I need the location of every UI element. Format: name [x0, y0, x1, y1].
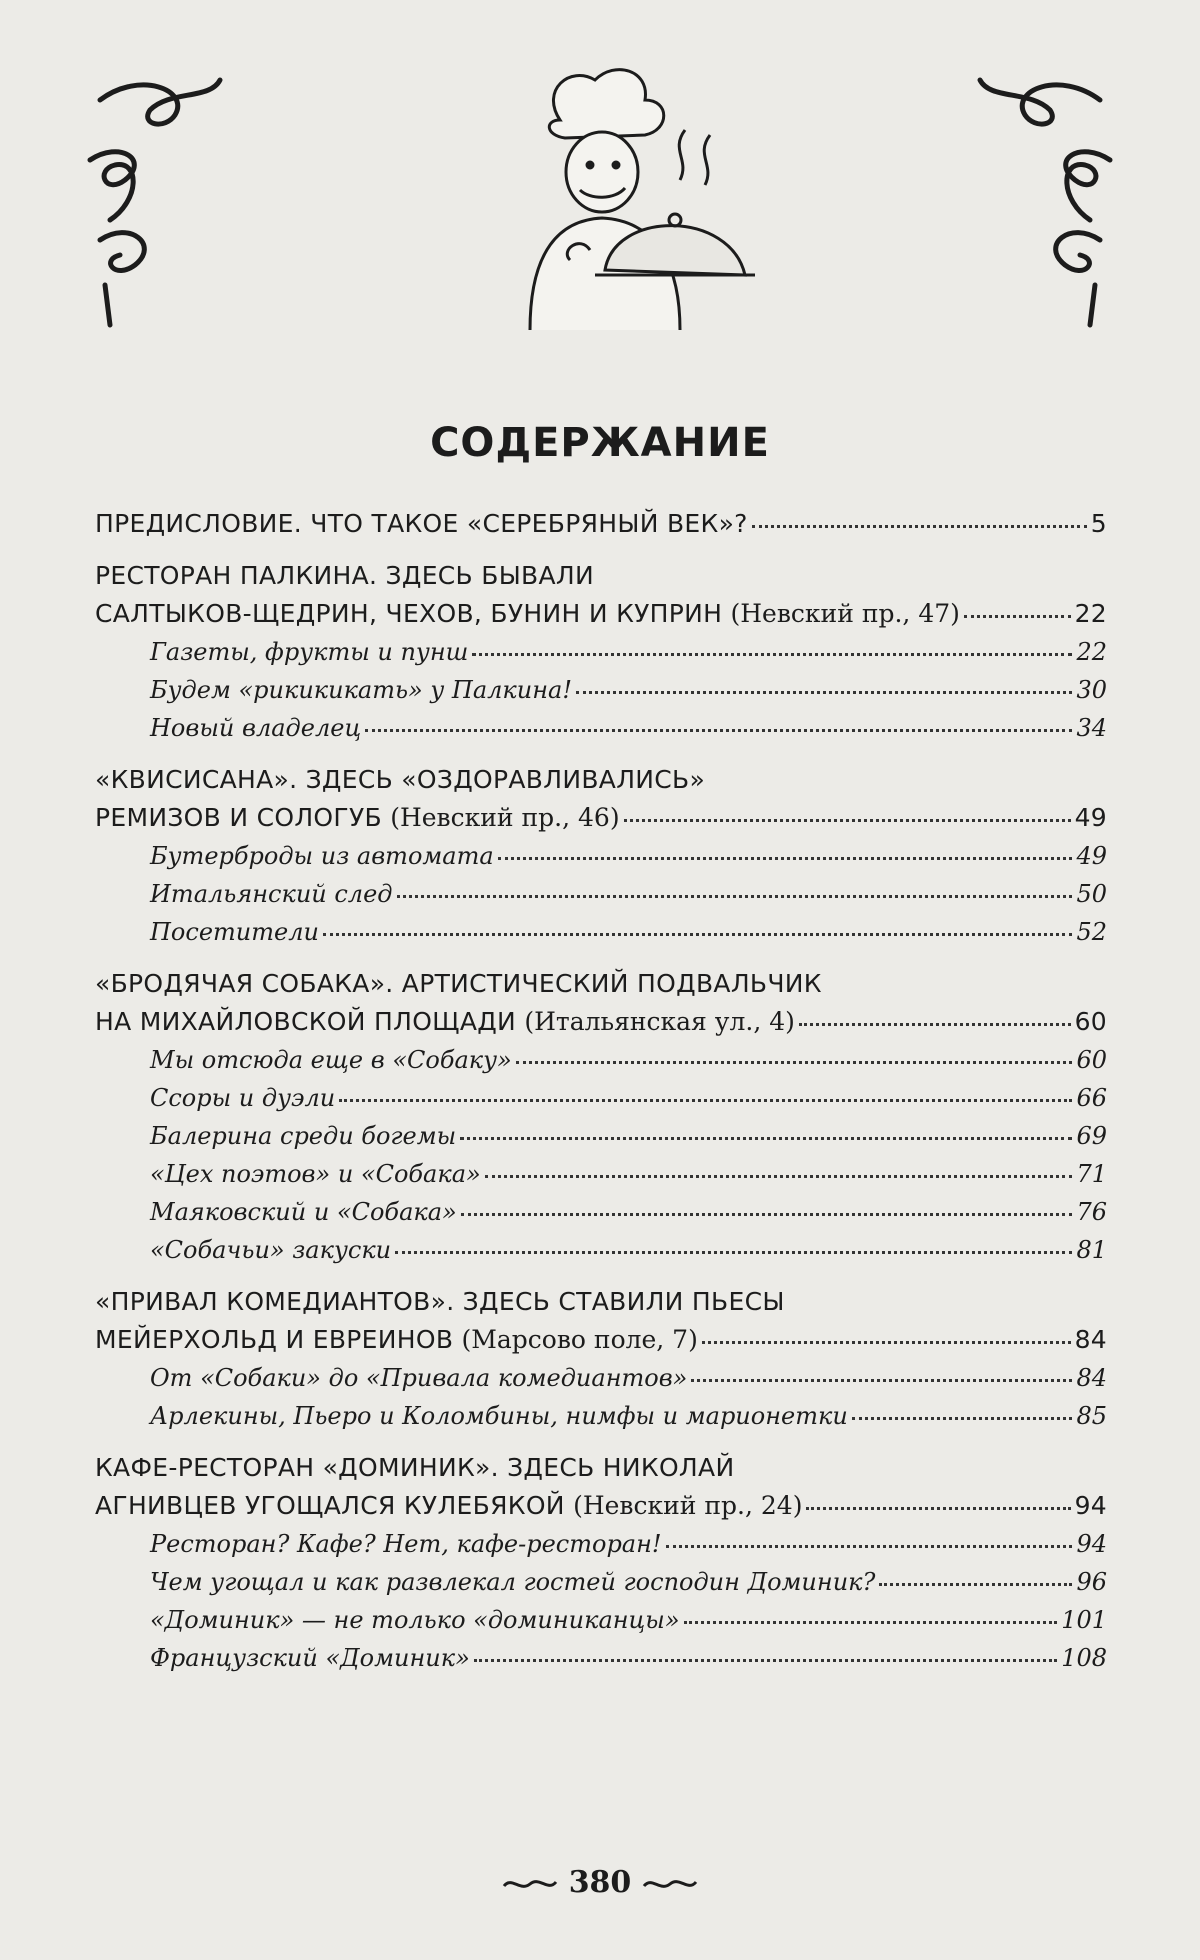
toc-chapter: [95, 1449, 1107, 1677]
toc-page-number: 52: [1076, 918, 1107, 946]
dot-leader: [879, 1583, 1072, 1586]
dot-leader: [684, 1621, 1058, 1624]
toc-subsection[interactable]: [95, 837, 1107, 875]
toc-subsection-title: Французский «Доминик»: [150, 1644, 470, 1672]
toc-subsection-title: «Собачьи» закуски: [150, 1236, 392, 1264]
toc-chapter-title-text: РЕМИЗОВ И СОЛОГУБ: [95, 803, 382, 832]
page-footer: [0, 1865, 1200, 1900]
toc-subsection[interactable]: [95, 1231, 1107, 1269]
toc-preface-title: ПРЕДИСЛОВИЕ. ЧТО ТАКОЕ «СЕРЕБРЯНЫЙ ВЕК»?: [95, 509, 748, 538]
toc-subsection-title: Газеты, фрукты и пунш: [150, 638, 469, 666]
dot-leader: [474, 1659, 1057, 1662]
toc-subsection[interactable]: [95, 875, 1107, 913]
toc-page-number: 84: [1074, 1325, 1107, 1354]
toc-chapter-address: (Марсово поле, 7): [461, 1325, 698, 1354]
toc-page-number: 49: [1076, 842, 1107, 870]
toc-subsection[interactable]: [95, 1117, 1107, 1155]
toc-page-number: 34: [1076, 714, 1107, 742]
toc-page-number: 108: [1061, 1644, 1107, 1672]
toc-page-number: 94: [1076, 1530, 1107, 1558]
toc-chapter-title-line[interactable]: [95, 799, 1107, 837]
flourish-right-icon: [970, 70, 1120, 330]
toc-chapter-title-text: АГНИВЦЕВ УГОЩАЛСЯ КУЛЕБЯКОЙ: [95, 1491, 565, 1520]
toc-chapter-title-text: МЕЙЕРХОЛЬД И ЕВРЕИНОВ: [95, 1325, 454, 1354]
toc-subsection[interactable]: [95, 1079, 1107, 1117]
wave-ornament-right-icon: [642, 1876, 698, 1892]
toc-chapter-title-line[interactable]: [95, 1321, 1107, 1359]
toc-chapter: [95, 1283, 1107, 1435]
toc-page-number: 60: [1076, 1046, 1107, 1074]
toc-chapters: [95, 557, 1107, 1677]
toc-chapter: [95, 557, 1107, 747]
toc-subsection-title: Мы отсюда еще в «Собаку»: [150, 1046, 512, 1074]
dot-leader: [964, 615, 1071, 618]
toc-chapter-title: [95, 595, 960, 633]
dot-leader: [806, 1507, 1070, 1510]
toc-chapter-address: (Невский пр., 24): [573, 1491, 803, 1520]
toc-page-number: 5: [1090, 509, 1107, 538]
toc-preface: [95, 505, 1107, 543]
toc-subsection-title: Чем угощал и как развлекал гостей господин Доминик?: [150, 1568, 876, 1596]
toc-subsection-title: Маяковский и «Собака»: [150, 1198, 457, 1226]
page-title: СОДЕРЖАНИЕ: [430, 420, 770, 466]
toc-subsection-title: Итальянский след: [150, 880, 393, 908]
toc-page-number: 22: [1076, 638, 1107, 666]
dot-leader: [485, 1175, 1073, 1178]
toc-page-number: 71: [1076, 1160, 1107, 1188]
toc-page-number: 76: [1076, 1198, 1107, 1226]
toc-chapter: [95, 761, 1107, 951]
toc-subsection-title: Арлекины, Пьеро и Коломбины, нимфы и марионетки: [150, 1402, 848, 1430]
toc-subsection[interactable]: [95, 1525, 1107, 1563]
toc-subsection[interactable]: [95, 1041, 1107, 1079]
toc-chapter-title-text: САЛТЫКОВ-ЩЕДРИН, ЧЕХОВ, БУНИН И КУПРИН: [95, 599, 723, 628]
page-number: 380: [568, 1865, 632, 1900]
dot-leader: [461, 1213, 1073, 1216]
dot-leader: [460, 1137, 1072, 1140]
dot-leader: [576, 691, 1072, 694]
toc-chapter: [95, 965, 1107, 1269]
toc-chapter-address: (Невский пр., 47): [730, 599, 960, 628]
dot-leader: [516, 1061, 1073, 1064]
toc-page-number: 85: [1076, 1402, 1107, 1430]
toc-subsection-title: Бутерброды из автомата: [150, 842, 494, 870]
toc-subsection-title: От «Собаки» до «Привала комедиантов»: [150, 1364, 688, 1392]
dot-leader: [395, 1251, 1072, 1254]
toc-subsection-title: Новый владелец: [150, 714, 362, 742]
dot-leader: [365, 729, 1072, 732]
toc-subsection[interactable]: [95, 709, 1107, 747]
toc-subsection[interactable]: [95, 1155, 1107, 1193]
toc-subsection-title: Ссоры и дуэли: [150, 1084, 336, 1112]
toc-chapter-title-line[interactable]: [95, 1487, 1107, 1525]
toc-page-number: 30: [1076, 676, 1107, 704]
dot-leader: [339, 1099, 1072, 1102]
dot-leader: [323, 933, 1073, 936]
toc-chapter-title-line[interactable]: «КВИСИСАНА». ЗДЕСЬ «ОЗДОРАВЛИВАЛИСЬ»: [95, 765, 706, 794]
toc-chapter-title-line[interactable]: КАФЕ-РЕСТОРАН «ДОМИНИК». ЗДЕСЬ НИКОЛАЙ: [95, 1453, 735, 1482]
toc-subsection[interactable]: [95, 1193, 1107, 1231]
toc-subsection-title: Будем «рикикикать» у Палкина!: [150, 676, 572, 704]
toc-subsection-title: «Доминик» — не только «доминиканцы»: [150, 1606, 680, 1634]
toc-subsection[interactable]: [95, 1397, 1107, 1435]
toc-chapter-title-text: НА МИХАЙЛОВСКОЙ ПЛОЩАДИ: [95, 1007, 517, 1036]
wave-ornament-left-icon: [502, 1876, 558, 1892]
toc-page-number: 60: [1074, 1007, 1107, 1036]
toc-page-number: 94: [1074, 1491, 1107, 1520]
toc-chapter-title-line[interactable]: [95, 595, 1107, 633]
toc-subsection[interactable]: [95, 1359, 1107, 1397]
dot-leader: [799, 1023, 1071, 1026]
toc-page-number: 101: [1061, 1606, 1107, 1634]
toc-chapter-title-line[interactable]: [95, 1003, 1107, 1041]
dot-leader: [666, 1545, 1073, 1548]
dot-leader: [691, 1379, 1072, 1382]
toc-page-number: 96: [1076, 1568, 1107, 1596]
toc-subsection[interactable]: [95, 1601, 1107, 1639]
toc-chapter-title-line[interactable]: «БРОДЯЧАЯ СОБАКА». АРТИСТИЧЕСКИЙ ПОДВАЛЬЧИК: [95, 969, 822, 998]
toc-subsection-title: «Цех поэтов» и «Собака»: [150, 1160, 481, 1188]
dot-leader: [702, 1341, 1071, 1344]
toc-page-number: 81: [1076, 1236, 1107, 1264]
dot-leader: [624, 819, 1071, 822]
chef-with-cloche-icon: [430, 60, 770, 330]
toc-subsection[interactable]: [95, 633, 1107, 671]
toc-subsection[interactable]: [95, 1639, 1107, 1677]
toc-subsection-title: Балерина среди богемы: [150, 1122, 457, 1150]
toc-page-number: 49: [1074, 803, 1107, 832]
dot-leader: [472, 653, 1072, 656]
toc-page-number: 50: [1076, 880, 1107, 908]
toc-chapter-address: (Невский пр., 46): [390, 803, 620, 832]
toc-chapter-title: [95, 1487, 802, 1525]
toc-chapter-title-line[interactable]: РЕСТОРАН ПАЛКИНА. ЗДЕСЬ БЫВАЛИ: [95, 561, 595, 590]
toc-chapter-address: (Итальянская ул., 4): [524, 1007, 795, 1036]
toc-page-number: 84: [1076, 1364, 1107, 1392]
toc-preface-line[interactable]: [95, 505, 1107, 543]
header-ornament: [80, 60, 1120, 340]
dot-leader: [498, 857, 1073, 860]
toc-subsection-title: Ресторан? Кафе? Нет, кафе-ресторан!: [150, 1530, 662, 1558]
dot-leader: [752, 525, 1087, 528]
toc-page-number: 22: [1074, 599, 1107, 628]
flourish-left-icon: [80, 70, 230, 330]
table-of-contents: [95, 505, 1107, 1677]
toc-subsection[interactable]: [95, 671, 1107, 709]
toc-subsection[interactable]: [95, 1563, 1107, 1601]
toc-chapter-title: [95, 1003, 795, 1041]
toc-subsection-title: Посетители: [150, 918, 319, 946]
toc-chapter-title-line[interactable]: «ПРИВАЛ КОМЕДИАНТОВ». ЗДЕСЬ СТАВИЛИ ПЬЕСЫ: [95, 1287, 785, 1316]
toc-subsection[interactable]: [95, 913, 1107, 951]
toc-page-number: 66: [1076, 1084, 1107, 1112]
toc-chapter-title: [95, 799, 620, 837]
dot-leader: [397, 895, 1073, 898]
dot-leader: [852, 1417, 1073, 1420]
toc-chapter-title: [95, 1321, 698, 1359]
toc-page-number: 69: [1076, 1122, 1107, 1150]
